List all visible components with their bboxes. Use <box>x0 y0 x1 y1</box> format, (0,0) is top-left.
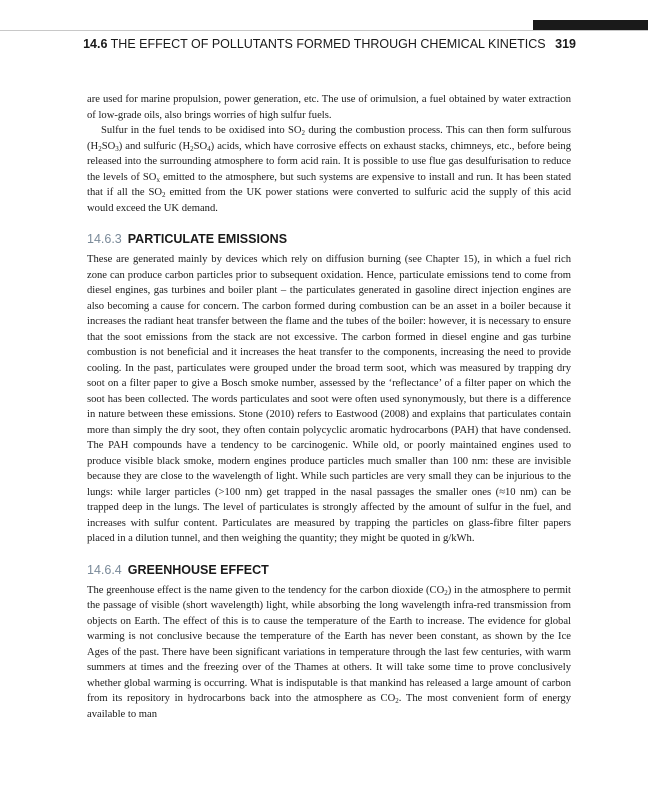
text-run: during the combustion process. This can then form sulfurous (H <box>87 125 571 152</box>
subscript: 2 <box>444 588 448 597</box>
text-run: The greenhouse effect is the name given to the tendency for the carbon dioxide (CO <box>87 584 445 596</box>
section-title: PARTICULATE EMISSIONS <box>127 232 288 246</box>
header-rule <box>0 30 648 31</box>
paragraph-greenhouse <box>87 583 571 723</box>
text-run: emitted from the UK power stations were converted to sulfuric acid the supply of this acid would exceed the UK demand. <box>87 187 571 214</box>
text-run: ) in the atmosphere to permit the passage of visible (short wavelength) light, while absorbing the long wavelength infra-red transmission from objects on Earth. The effect of this is to cause the temperature of the Earth to increase. The evidence for global warming is not conclusive because the temperature of the Earth has never been constant, as shown by the Ice Ages of the past. There have been significant variations in temperature through the last few centuries, with warm summers at times and the freezing over of the Thames at others. It will take some time to prove conclusively whether global warming is occurring. What is indisputable is that mankind has released a large amount of carbon from its repository in hydrocarbons back into the atmosphere as CO <box>87 584 571 704</box>
section-heading-greenhouse <box>87 561 571 579</box>
subscript: 2 <box>395 697 399 705</box>
page-number: 319 <box>555 37 576 51</box>
subscript: 3 <box>115 144 119 153</box>
subscript: 4 <box>207 144 211 153</box>
subscript: 2 <box>301 129 306 137</box>
subscript: 2 <box>98 144 102 153</box>
text-run: SO <box>193 140 208 152</box>
section-title: GREENHOUSE EFFECT <box>127 562 269 577</box>
text-run: Sulfur in the fuel tends to be oxidised into SO <box>101 125 302 136</box>
page-body <box>87 92 571 722</box>
subscript: x <box>156 175 160 184</box>
paragraph-sulfur <box>87 123 571 216</box>
paragraph-continuation: are used for marine propulsion, power generation, etc. The use of orimulsion, a fuel obtained by water extraction of low-grade oils, also brings worries of high sulfur fuels. <box>87 94 571 121</box>
text-run: ) acids, which have corrosive effects on exhaust stacks, chimneys, etc., before being released into the surrounding atmosphere to form acid rain. It is possible to use flue gas desulfurisation to reduce the levels of SO <box>87 140 571 183</box>
section-heading-particulate <box>87 230 571 248</box>
running-head-section-number: 14.6 <box>83 37 108 51</box>
text-run: emitted to the atmosphere, but such systems are expensive to install and run. It has been stated that if all the SO <box>87 171 571 198</box>
paragraph-particulate: These are generated mainly by devices which rely on diffusion burning (see Chapter 15), in which a fuel rich zone can produce carbon particles prior to subsequent oxidation. Hence, particulate emissions tend to come from diesel engines, gas turbines and boiler plant – the particulates generated in gasoline direct injection engines are also becoming a cause for concern. The carbon formed during combustion can be an asset in a boiler because it increases the radiant heat transfer between the flame and the tubes of the boiler: however, it is necessary to ensure that the soot emissions from the stack are not excessive. The carbon formed in diesel engine and gas turbine combustion is not beneficial and it increases the heat transfer to the components, increasing the need to provide cooling. In the past, particulates were grouped under the broad term soot, which was measured by trapping dry soot on a filter paper to give a Bosch smoke number, assessed by the ‘reflectance’ of a filter paper on which the soot has been collected. The words particulates and soot were often used synonymously, but there is a difference in nature between these emissions. Stone (2010) refers to Eastwood (2008) and explains that particulates contain more than simply the dry soot, they often contain polycyclic aromatic hydrocarbons (PAH) that have condensed. The PAH compounds have a tendency to be carcinogenic. While old, or poorly maintained engines used to produce visible black smoke, modern engines produce particles much smaller than 100 nm: these are invisible because they are close to the wavelength of light. While such particles are very small they can be injurious to the lungs: while larger particles (>100 nm) get trapped in the nasal passages the smaller ones (≈10 nm) can be trapped deep in the lungs. The level of particulates is strongly affected by the amount of sulfur in the fuel, and increases with sulfur content. Particulates are measured by trapping the particles on glass-fibre filter papers placed in a dilution tunnel, and then weighing the quantity; they might be quoted in g/kWh. <box>87 254 571 544</box>
text-run: ) and sulfuric (H <box>118 140 191 152</box>
section-number: 14.6.4 <box>87 562 122 577</box>
text-run: SO <box>101 140 116 152</box>
running-head <box>83 37 576 51</box>
text-run: . The most convenient form of energy available to man <box>87 693 572 720</box>
subscript: 2 <box>190 144 194 153</box>
section-number: 14.6.3 <box>87 232 122 246</box>
subscript: 2 <box>162 191 166 199</box>
running-head-title: THE EFFECT OF POLLUTANTS FORMED THROUGH CHEMICAL KINETICS <box>110 37 546 51</box>
